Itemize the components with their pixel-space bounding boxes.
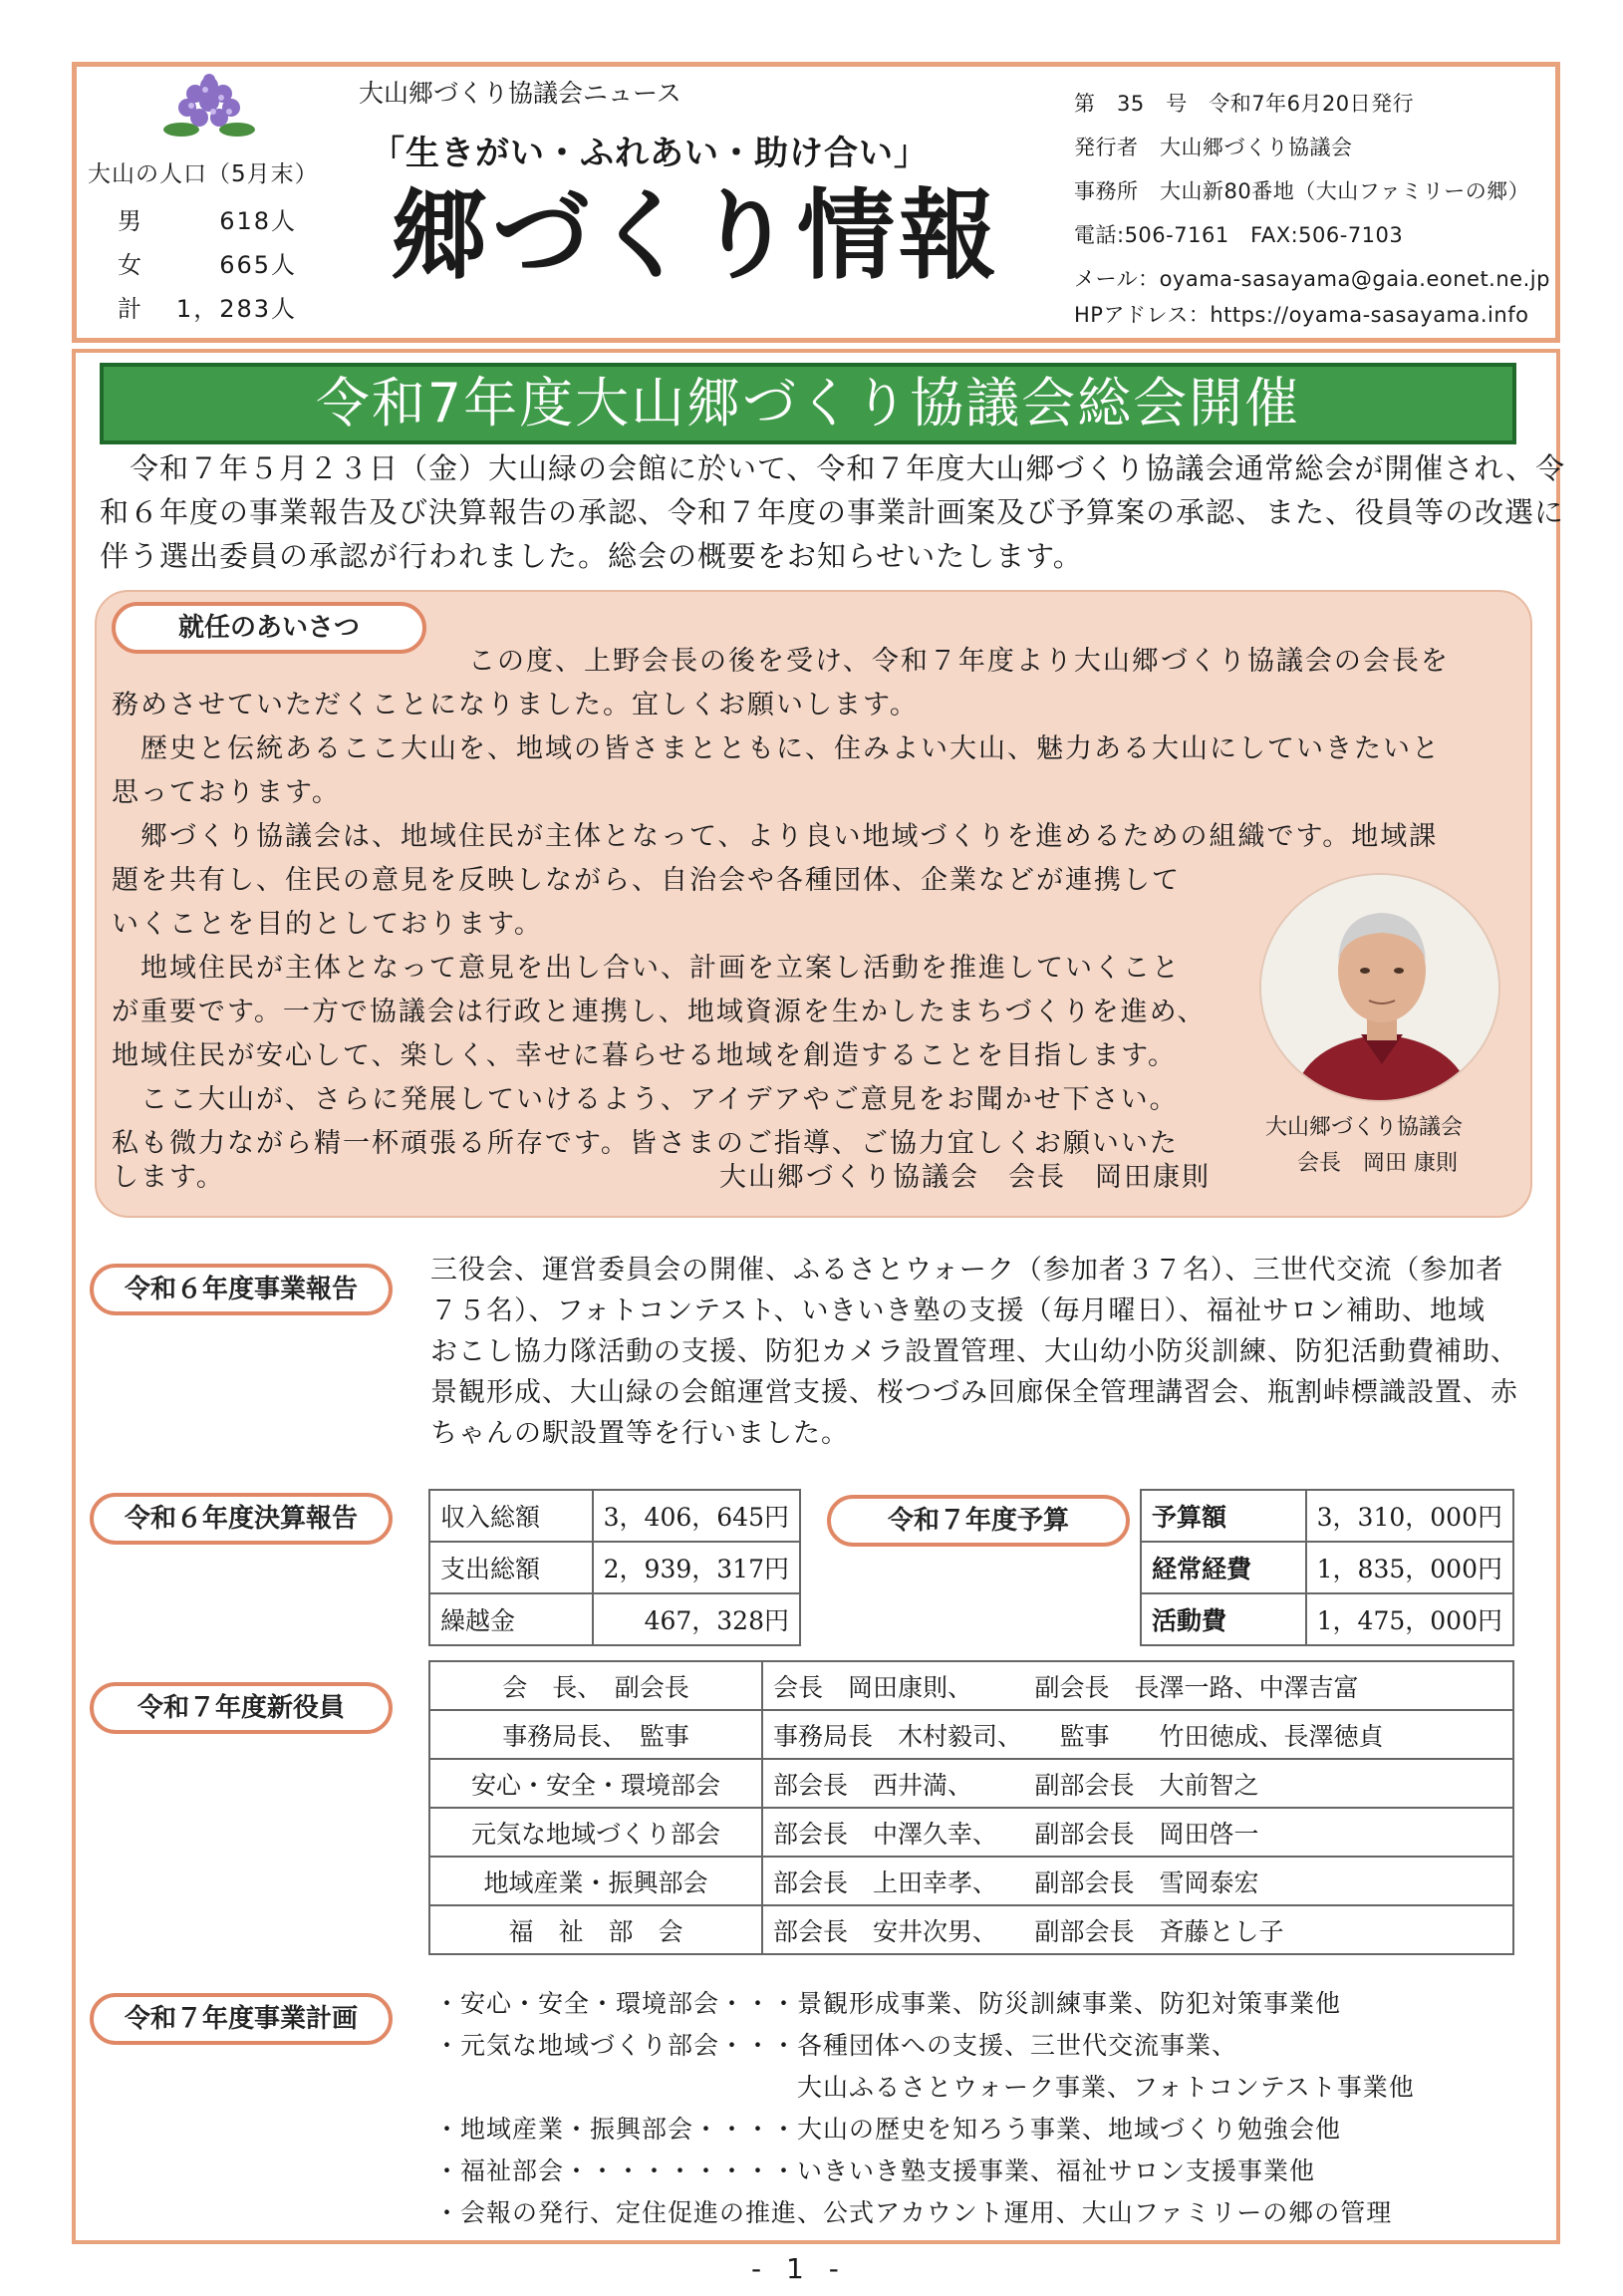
plan-label: 令和７年度事業計画 — [90, 1993, 393, 2045]
greeting-line: 地域住民が主体となって意見を出し合い、計画を立案し活動を推進していくこと — [112, 953, 1181, 984]
table-row — [429, 1490, 800, 1542]
table-row — [429, 1542, 800, 1593]
newsletter-name: 大山郷づくり協議会ニュース — [359, 79, 681, 108]
table-row — [1141, 1593, 1513, 1645]
table-row — [429, 1759, 1513, 1808]
table-row — [429, 1808, 1513, 1857]
report-label: 令和６年度事業報告 — [90, 1264, 393, 1315]
population-value: 665人 — [219, 251, 297, 279]
table-row — [429, 1905, 1513, 1954]
website-url[interactable]: HPアドレス：https://oyama-sasayama.info — [1074, 303, 1529, 327]
officer-names: 部会長 上田幸孝、 副部会長 雪岡泰宏 — [762, 1857, 1513, 1905]
issue-info: 第 35 号 令和7年6月20日発行 — [1074, 92, 1415, 116]
publisher: 発行者 大山郷づくり協議会 — [1074, 136, 1353, 159]
table-row — [1141, 1490, 1513, 1542]
population-row — [118, 201, 297, 235]
officer-names: 事務局長 木村毅司、 監事 竹田徳成、長澤徳貞 — [762, 1710, 1513, 1759]
greeting-signature: 大山郷づくり協議会 会長 岡田康則 — [719, 1162, 1211, 1193]
budget-label: 令和７年度予算 — [827, 1495, 1130, 1547]
settlement-item: 繰越金 — [429, 1593, 593, 1645]
population-row — [118, 289, 297, 323]
intro-paragraph — [100, 446, 1566, 578]
report-line: ちゃんの駅設置等を行いました。 — [430, 1418, 849, 1449]
officer-role: 地域産業・振興部会 — [429, 1857, 762, 1905]
population-label: 男 — [118, 207, 143, 235]
report-line: 三役会、運営委員会の開催、ふるさとウォーク（参加者３７名）、三世代交流（参加者 — [430, 1255, 1504, 1286]
officer-role: 福 祉 部 会 — [429, 1905, 762, 1954]
phone-fax: 電話:506-7161 FAX:506-7103 — [1074, 223, 1404, 247]
hydrangea-icon — [161, 68, 257, 145]
officer-names: 会長 岡田康則、 副会長 長澤一路、中澤吉富 — [762, 1661, 1513, 1710]
population-row — [118, 245, 297, 279]
population-value: 618人 — [219, 207, 297, 235]
plan-line: 大山ふるさとウォーク事業、フォトコンテスト事業他 — [434, 2073, 1415, 2102]
intro-line: 伴う選出委員の承認が行われました。総会の概要をお知らせいたします。 — [100, 539, 1083, 573]
population-label: 計 — [118, 295, 143, 323]
headline-banner: 令和7年度大山郷づくり協議会総会開催 — [100, 363, 1516, 444]
plan-line: ・地域産業・振興部会・・・・大山の歴史を知ろう事業、地域づくり勉強会他 — [434, 2115, 1342, 2144]
chairman-photo — [1259, 873, 1500, 1102]
budget-item: 活動費 — [1141, 1593, 1306, 1645]
greeting-line: 思っております。 — [112, 777, 341, 808]
budget-amount: 3，310，000円 — [1306, 1490, 1513, 1542]
table-row — [429, 1857, 1513, 1905]
intro-line: 令和７年５月２３日（金）大山緑の会館に於いて、令和７年度大山郷づくり協議会通常総会が開催され、令 — [100, 451, 1566, 485]
settlement-table — [428, 1489, 801, 1646]
officer-role: 事務局長、 監事 — [429, 1710, 762, 1759]
population-value: 1，283人 — [175, 295, 297, 323]
settlement-item: 収入総額 — [429, 1490, 593, 1542]
intro-line: 和６年度の事業報告及び決算報告の承認、令和７年度の事業計画案及び予算案の承認、また、役員等の改選に — [100, 495, 1565, 529]
plan-line: ・元気な地域づくり部会・・・各種団体への支援、三世代交流事業、 — [434, 2031, 1238, 2060]
greeting-line: 歴史と伝統あるここ大山を、地域の皆さまとともに、住みよい大山、魅力ある大山にしていきたいと — [112, 733, 1441, 764]
budget-item: 経常経費 — [1141, 1542, 1306, 1593]
plan-line: ・会報の発行、定住促進の推進、公式アカウント運用、大山ファミリーの郷の管理 — [434, 2198, 1393, 2227]
report-line: ７５名）、フォトコンテスト、いきいき塾の支援（毎月曜日）、福祉サロン補助、地域 — [430, 1295, 1487, 1326]
officer-role: 元気な地域づくり部会 — [429, 1808, 762, 1857]
greeting-line: いくことを目的としております。 — [112, 909, 543, 940]
slogan: 「生きがい・ふれあい・助け合い」 — [371, 134, 929, 173]
population-label: 女 — [118, 251, 143, 279]
table-row — [1141, 1542, 1513, 1593]
greeting-line: ここ大山が、さらに発展していけるよう、アイデアやご意見をお聞かせ下さい。 — [112, 1084, 1179, 1115]
settlement-label: 令和６年度決算報告 — [90, 1493, 393, 1545]
plan-line: ・安心・安全・環境部会・・・景観形成事業、防災訓練事業、防犯対策事業他 — [434, 1989, 1342, 2018]
photo-caption: 大山郷づくり協議会 — [1265, 1115, 1464, 1140]
officer-role: 会 長、 副会長 — [429, 1661, 762, 1710]
report-line: おこし協力隊活動の支援、防犯カメラ設置管理、大山幼小防災訓練、防犯活動費補助、 — [430, 1336, 1518, 1367]
table-row — [429, 1593, 800, 1645]
greeting-line: 郷づくり協議会は、地域住民が主体となって、より良い地域づくりを進めるための組織です。地域課 — [112, 821, 1439, 852]
greeting-line: 題を共有し、住民の意見を反映しながら、自治会や各種団体、企業などが連携して — [112, 865, 1181, 896]
greeting-line: 私も微力ながら精一杯頑張る所存です。皆さまのご指導、ご協力宜しくお願いいた — [112, 1128, 1179, 1159]
officers-label: 令和７年度新役員 — [90, 1682, 393, 1734]
greeting-label: 就任のあいさつ — [112, 602, 426, 654]
settlement-amount: 2，939，317円 — [593, 1542, 800, 1593]
greeting-line: します。 — [112, 1162, 225, 1193]
officers-table — [428, 1660, 1514, 1955]
table-row — [429, 1661, 1513, 1710]
table-row — [429, 1710, 1513, 1759]
greeting-line: 地域住民が安心して、楽しく、幸せに暮らせる地域を創造することを目指します。 — [112, 1040, 1177, 1071]
portrait-image — [1261, 875, 1500, 1102]
settlement-item: 支出総額 — [429, 1542, 593, 1593]
report-line: 景観形成、大山緑の会館運営支援、桜つづみ回廊保全管理講習会、瓶割峠標識設置、赤 — [430, 1377, 1518, 1408]
email-address[interactable]: メール：oyama-sasayama@gaia.eonet.ne.jp — [1074, 267, 1550, 291]
budget-amount: 1，835，000円 — [1306, 1542, 1513, 1593]
office-address: 事務所 大山新80番地（大山ファミリーの郷） — [1074, 179, 1530, 203]
officer-role: 安心・安全・環境部会 — [429, 1759, 762, 1808]
greeting-line: が重要です。一方で協議会は行政と連携し、地域資源を生かしたまちづくりを進め、 — [112, 997, 1207, 1027]
page-number: - 1 - — [751, 2252, 847, 2285]
photo-caption: 会長 岡田 康則 — [1297, 1151, 1458, 1176]
budget-item: 予算額 — [1141, 1490, 1306, 1542]
officer-names: 部会長 安井次男、 副部会長 斉藤とし子 — [762, 1905, 1513, 1954]
officer-names: 部会長 中澤久幸、 副部会長 岡田啓一 — [762, 1808, 1513, 1857]
greeting-line: この度、上野会長の後を受け、令和７年度より大山郷づくり協議会の会長を — [468, 646, 1450, 677]
budget-amount: 1，475，000円 — [1306, 1593, 1513, 1645]
budget-table — [1140, 1489, 1514, 1646]
page-title: 郷づくり情報 — [391, 179, 1001, 293]
settlement-amount: 467，328円 — [593, 1593, 800, 1645]
greeting-line: 務めさせていただくことになりました。宜しくお願いします。 — [112, 690, 919, 720]
settlement-amount: 3，406，645円 — [593, 1490, 800, 1542]
officer-names: 部会長 西井満、 副部会長 大前智之 — [762, 1759, 1513, 1808]
population-title: 大山の人口（5月末） — [88, 161, 319, 187]
plan-line: ・福祉部会・・・・・・・・・いきいき塾支援事業、福祉サロン支援事業他 — [434, 2156, 1316, 2185]
